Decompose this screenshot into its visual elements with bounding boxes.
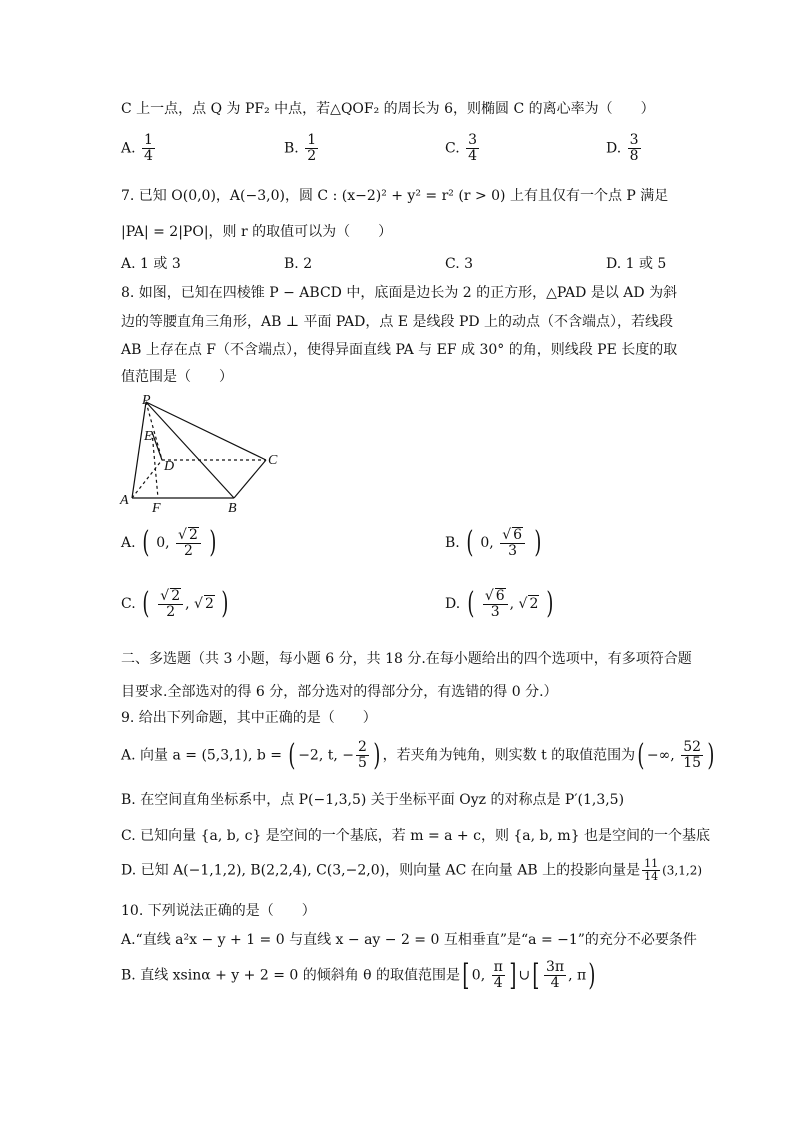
q6-option-a	[121, 133, 157, 164]
open-paren: (	[637, 737, 645, 773]
option-label: A.	[121, 140, 136, 157]
label-p: P	[142, 393, 151, 408]
option-label: C.	[121, 596, 136, 612]
open-paren: (	[288, 737, 296, 773]
option-label: B.	[445, 535, 460, 551]
open-bracket: [	[462, 957, 470, 993]
q8-option-d: D. ( $\frac{√ 6}{3}$ , √ 2 )	[445, 586, 554, 621]
q7-line-2: |PA| = 2|PO|，则 r 的取值可以为（ ）	[121, 224, 393, 240]
sqrt-value: 2	[529, 596, 539, 612]
edge-pc	[146, 402, 266, 460]
q9-option-c: C. 已知向量 {a, b, c} 是空间的一个基底，若 m = a + c，则 {a, b, m} 也是空间的一个基底	[121, 828, 711, 844]
close-bracket: ]	[509, 957, 517, 993]
option-a-middle: ，若夹角为钝角，则实数 t 的取值范围为	[382, 747, 636, 764]
vector-components: −2, t, −	[298, 747, 354, 764]
fraction: $\frac{√ 2}{2}$	[158, 588, 183, 620]
q8-option-a: A. ( 0, $\frac{√ 2}{2}$ )	[121, 525, 217, 560]
open-paren: (	[142, 586, 150, 621]
q7-option-a: A. 1 或 3	[121, 256, 181, 272]
fraction: $\frac{11}{14}$	[644, 857, 659, 883]
option-label: D.	[445, 596, 461, 612]
q10-option-b	[121, 957, 598, 993]
q7-option-d: D. 1 或 5	[606, 256, 667, 272]
fraction: $\frac{52}{15}$	[683, 739, 702, 771]
option-label: B.	[284, 140, 299, 157]
option-label: C.	[445, 140, 460, 157]
fraction: $\frac{\pi}{4}$	[493, 959, 503, 991]
fraction: $\frac{1}{4}$	[144, 132, 153, 164]
close-paren: )	[373, 737, 381, 773]
q9-option-b: B. 在空间直角坐标系中，点 P(−1,3,5) 关于坐标平面 Oyz 的对称点是 P′(1,3,5)	[121, 792, 625, 808]
label-b: B	[228, 501, 237, 516]
section-2-heading-line-2: 目要求.全部选对的得 6 分，部分选对的得部分分，有选错的得 0 分.）	[121, 684, 558, 700]
q8-line-4: 值范围是（ ）	[121, 369, 233, 385]
fraction: $\frac{3}{8}$	[629, 132, 639, 164]
interval-low: 0,	[471, 967, 490, 984]
q7-option-c: C. 3	[445, 256, 474, 272]
section-2-heading-line-1: 二、多选题（共 3 小题，每小题 6 分，共 18 分.在每小题给出的四个选项中，有多项符合题	[121, 651, 692, 667]
q6-line: C 上一点，点 Q 为 PF₂ 中点，若△QOF₂ 的周长为 6，则椭圆 C 的离心率为（ ）	[121, 101, 655, 117]
q8-line-3: AB 上存在点 F（不含端点），使得异面直线 PA 与 EF 成 30° 的角，则线段 PE 长度的取	[121, 342, 678, 358]
fraction: $\frac{1}{2}$	[307, 132, 317, 164]
open-paren: (	[466, 586, 475, 621]
q7-line-1: 7. 已知 O(0,0)，A(−3,0)，圆 C : (x−2)² + y² = r² (r > 0) 上有且仅有一个点 P 满足	[121, 188, 669, 204]
pyramid-figure	[116, 392, 286, 516]
label-f: F	[152, 501, 161, 516]
fraction: $\frac{2}{5}$	[358, 739, 367, 771]
fraction: $\frac{√ 6}{3}$	[500, 527, 525, 559]
label-e: E	[144, 429, 153, 444]
close-paren: )	[209, 525, 217, 560]
q10-option-a: A.“直线 a²x − y + 1 = 0 与直线 x − ay − 2 = 0 互相垂直”是“a = −1”的充分不必要条件	[121, 932, 697, 948]
interval-low: 0	[480, 535, 490, 551]
q8-option-b: B. ( 0, $\frac{√ 6}{3}$ )	[445, 525, 541, 560]
option-a-prefix: A. 向量 a = (5,3,1), b =	[121, 747, 287, 764]
q9-option-d	[121, 858, 702, 883]
interval-low: 0	[156, 535, 166, 551]
q6-option-b	[284, 133, 320, 164]
interval-high: , π	[568, 967, 587, 984]
close-paren: )	[533, 525, 541, 560]
q6-option-d	[606, 133, 643, 164]
label-a: A	[120, 493, 129, 508]
close-paren: )	[221, 586, 229, 621]
q8-line-2: 边的等腰直角三角形，AB ⊥ 平面 PAD，点 E 是线段 PD 上的动点（不含端点），若线段	[121, 314, 674, 330]
option-d-prefix: D. 已知 A(−1,1,2), B(2,2,4), C(3,−2,0)，则向量 AC 在向量 AB 上的投影向量是	[121, 862, 641, 879]
label-c: C	[268, 453, 278, 468]
option-b-prefix: B. 直线 xsinα + y + 2 = 0 的倾斜角 θ 的取值范围是	[121, 967, 461, 984]
open-paren: (	[142, 525, 150, 560]
open-paren: (	[466, 525, 474, 560]
close-paren: )	[707, 737, 715, 773]
fraction: $\frac{3\pi}{4}$	[545, 959, 565, 991]
open-bracket: [	[532, 957, 540, 993]
sqrt-value: 2	[204, 596, 214, 612]
q9-stem: 9. 给出下列命题，其中正确的是（ ）	[121, 710, 377, 726]
option-label: A.	[121, 535, 136, 551]
q8-line-1: 8. 如图，已知在四棱锥 P − ABCD 中，底面是边长为 2 的正方形，△PAD 是以 AD 为斜	[121, 285, 678, 301]
label-d: D	[164, 459, 175, 474]
option-label: D.	[606, 140, 622, 157]
range-low: −∞,	[646, 747, 680, 764]
close-paren: )	[546, 586, 554, 621]
fraction: $\frac{√ 2}{2}$	[176, 527, 201, 559]
fraction: $\frac{3}{4}$	[468, 132, 478, 164]
fraction: $\frac{√ 6}{3}$	[483, 588, 508, 620]
union-symbol: ∪	[518, 967, 531, 984]
projection-vector: (3,1,2)	[662, 863, 703, 878]
close-paren: )	[588, 957, 596, 993]
edge-bc	[234, 460, 266, 498]
q6-option-c	[445, 133, 481, 164]
q10-stem: 10. 下列说法正确的是（ ）	[121, 903, 316, 919]
q9-option-a	[121, 737, 717, 773]
q7-option-b: B. 2	[284, 256, 313, 272]
q8-option-c: C. ( $\frac{√ 2}{2}$ , √ 2 )	[121, 586, 229, 621]
